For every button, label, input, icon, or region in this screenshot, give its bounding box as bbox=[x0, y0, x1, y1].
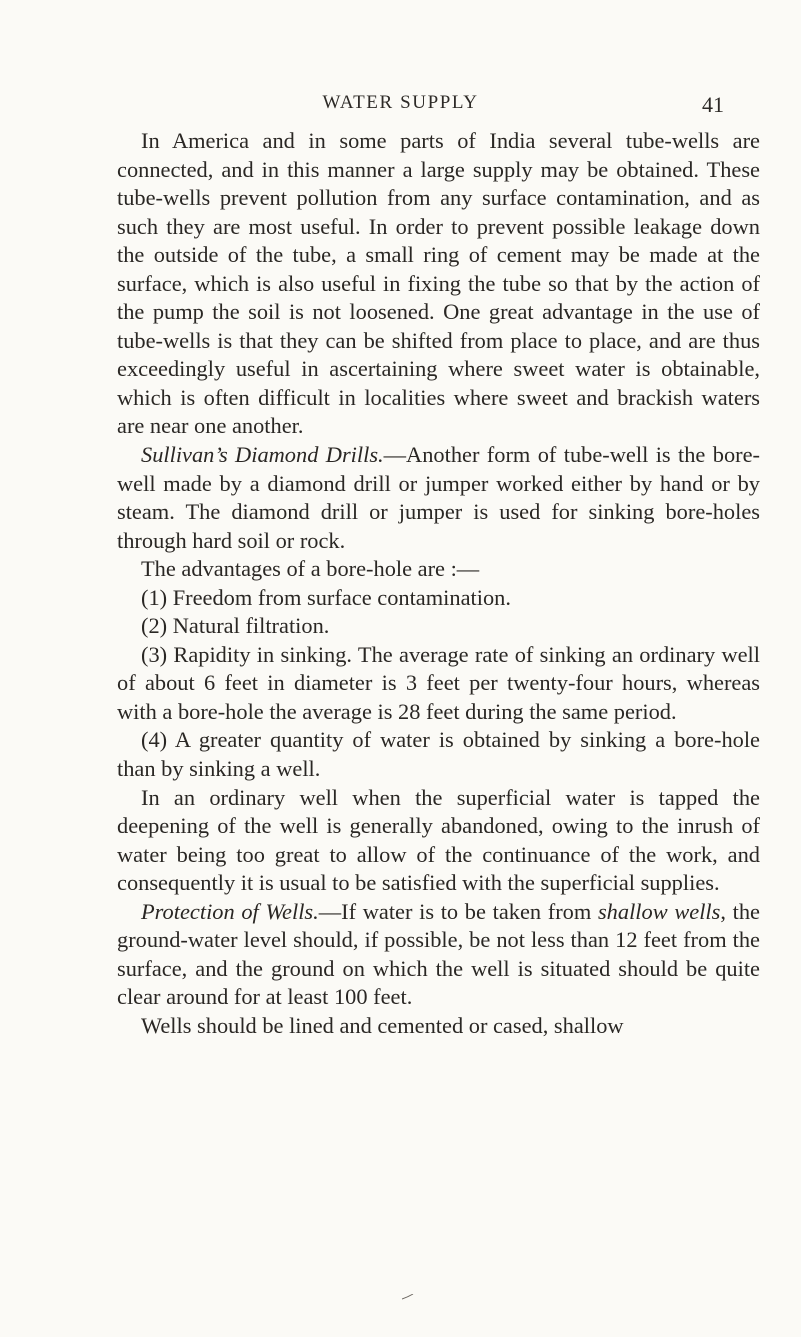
ink-mark-icon bbox=[402, 1294, 414, 1300]
italic-term: shallow wells bbox=[597, 898, 721, 924]
list-item-text: (3) Rapidity in sinking. The average rate of sinking an ordinary well of about 6 feet in diameter is 3 feet per twenty-four hours, whereas with a bore-hole the average is 28 feet during the same period. bbox=[117, 641, 760, 724]
section-heading-protection-of-wells: Protection of Wells. bbox=[141, 898, 319, 924]
ink-mark bbox=[402, 1294, 414, 1300]
running-title: WATER SUPPLY bbox=[322, 92, 479, 113]
list-item-text: (1) Freedom from surface contamination. bbox=[141, 584, 511, 610]
list-item-3 bbox=[117, 641, 760, 727]
running-head bbox=[0, 92, 801, 122]
body-text bbox=[117, 127, 760, 1041]
list-item-1 bbox=[117, 584, 760, 613]
list-item-text: (4) A greater quantity of water is obtained by sinking a bore-hole than by sinking a well. bbox=[117, 727, 760, 782]
paragraph-tube-wells bbox=[117, 127, 760, 441]
paragraph-wells-lined bbox=[117, 1012, 760, 1041]
paragraph-text: Wells should be lined and cemented or cased, shallow bbox=[141, 1012, 624, 1038]
list-item-2 bbox=[117, 612, 760, 641]
section-heading-diamond-drills: Sullivan’s Diamond Drills. bbox=[141, 442, 384, 468]
list-item-text: (2) Natural filtration. bbox=[141, 613, 330, 639]
page-number: 41 bbox=[702, 92, 724, 117]
paragraph-text: In an ordinary well when the superficial water is tapped the deepening of the well is generally abandoned, owing to the inrush of water being too great to allow of the continuance of the work, and consequently it is usual to be satisfied with the superficial supplies. bbox=[117, 784, 760, 896]
paragraph-diamond-drills bbox=[117, 441, 760, 555]
paragraph-protection-of-wells bbox=[117, 898, 760, 1012]
paragraph-text: —Another form of tube-well is the bore-well made by a diamond drill or jumper worked either by hand or by steam. The diamond drill or jumper is used for sinking bore-holes through hard soil or rock. bbox=[117, 442, 760, 553]
paragraph-advantages-intro bbox=[117, 555, 760, 584]
paragraph-text: , the ground-water level should, if possible, be not less than 12 feet from the surface, and the ground on which the well is situated should be quite clear around for at least 100 feet. bbox=[117, 898, 760, 1010]
paragraph-text: In America and in some parts of India several tube-wells are connected, and in this manner a large supply may be obtained. These tube-wells prevent pollution from any surface contamination, and as such they are most useful. In order to prevent possible leakage down the outside of the tube, a small ring of cement may be made at the surface, which is also useful in fixing the tube so that by the action of the pump the soil is not loosened. One great advantage in the use of tube-wells is that they can be shifted from place to place, and are thus exceedingly useful in ascertaining where sweet water is obtainable, which is often difficult in localities where sweet and brackish waters are near one another. bbox=[117, 128, 760, 439]
paragraph-text-before-italic: —If water is to be taken from bbox=[318, 898, 598, 924]
list-item-4 bbox=[117, 726, 760, 783]
paragraph-ordinary-well bbox=[117, 784, 760, 898]
paragraph-text: The advantages of a bore-hole are :— bbox=[141, 556, 480, 582]
